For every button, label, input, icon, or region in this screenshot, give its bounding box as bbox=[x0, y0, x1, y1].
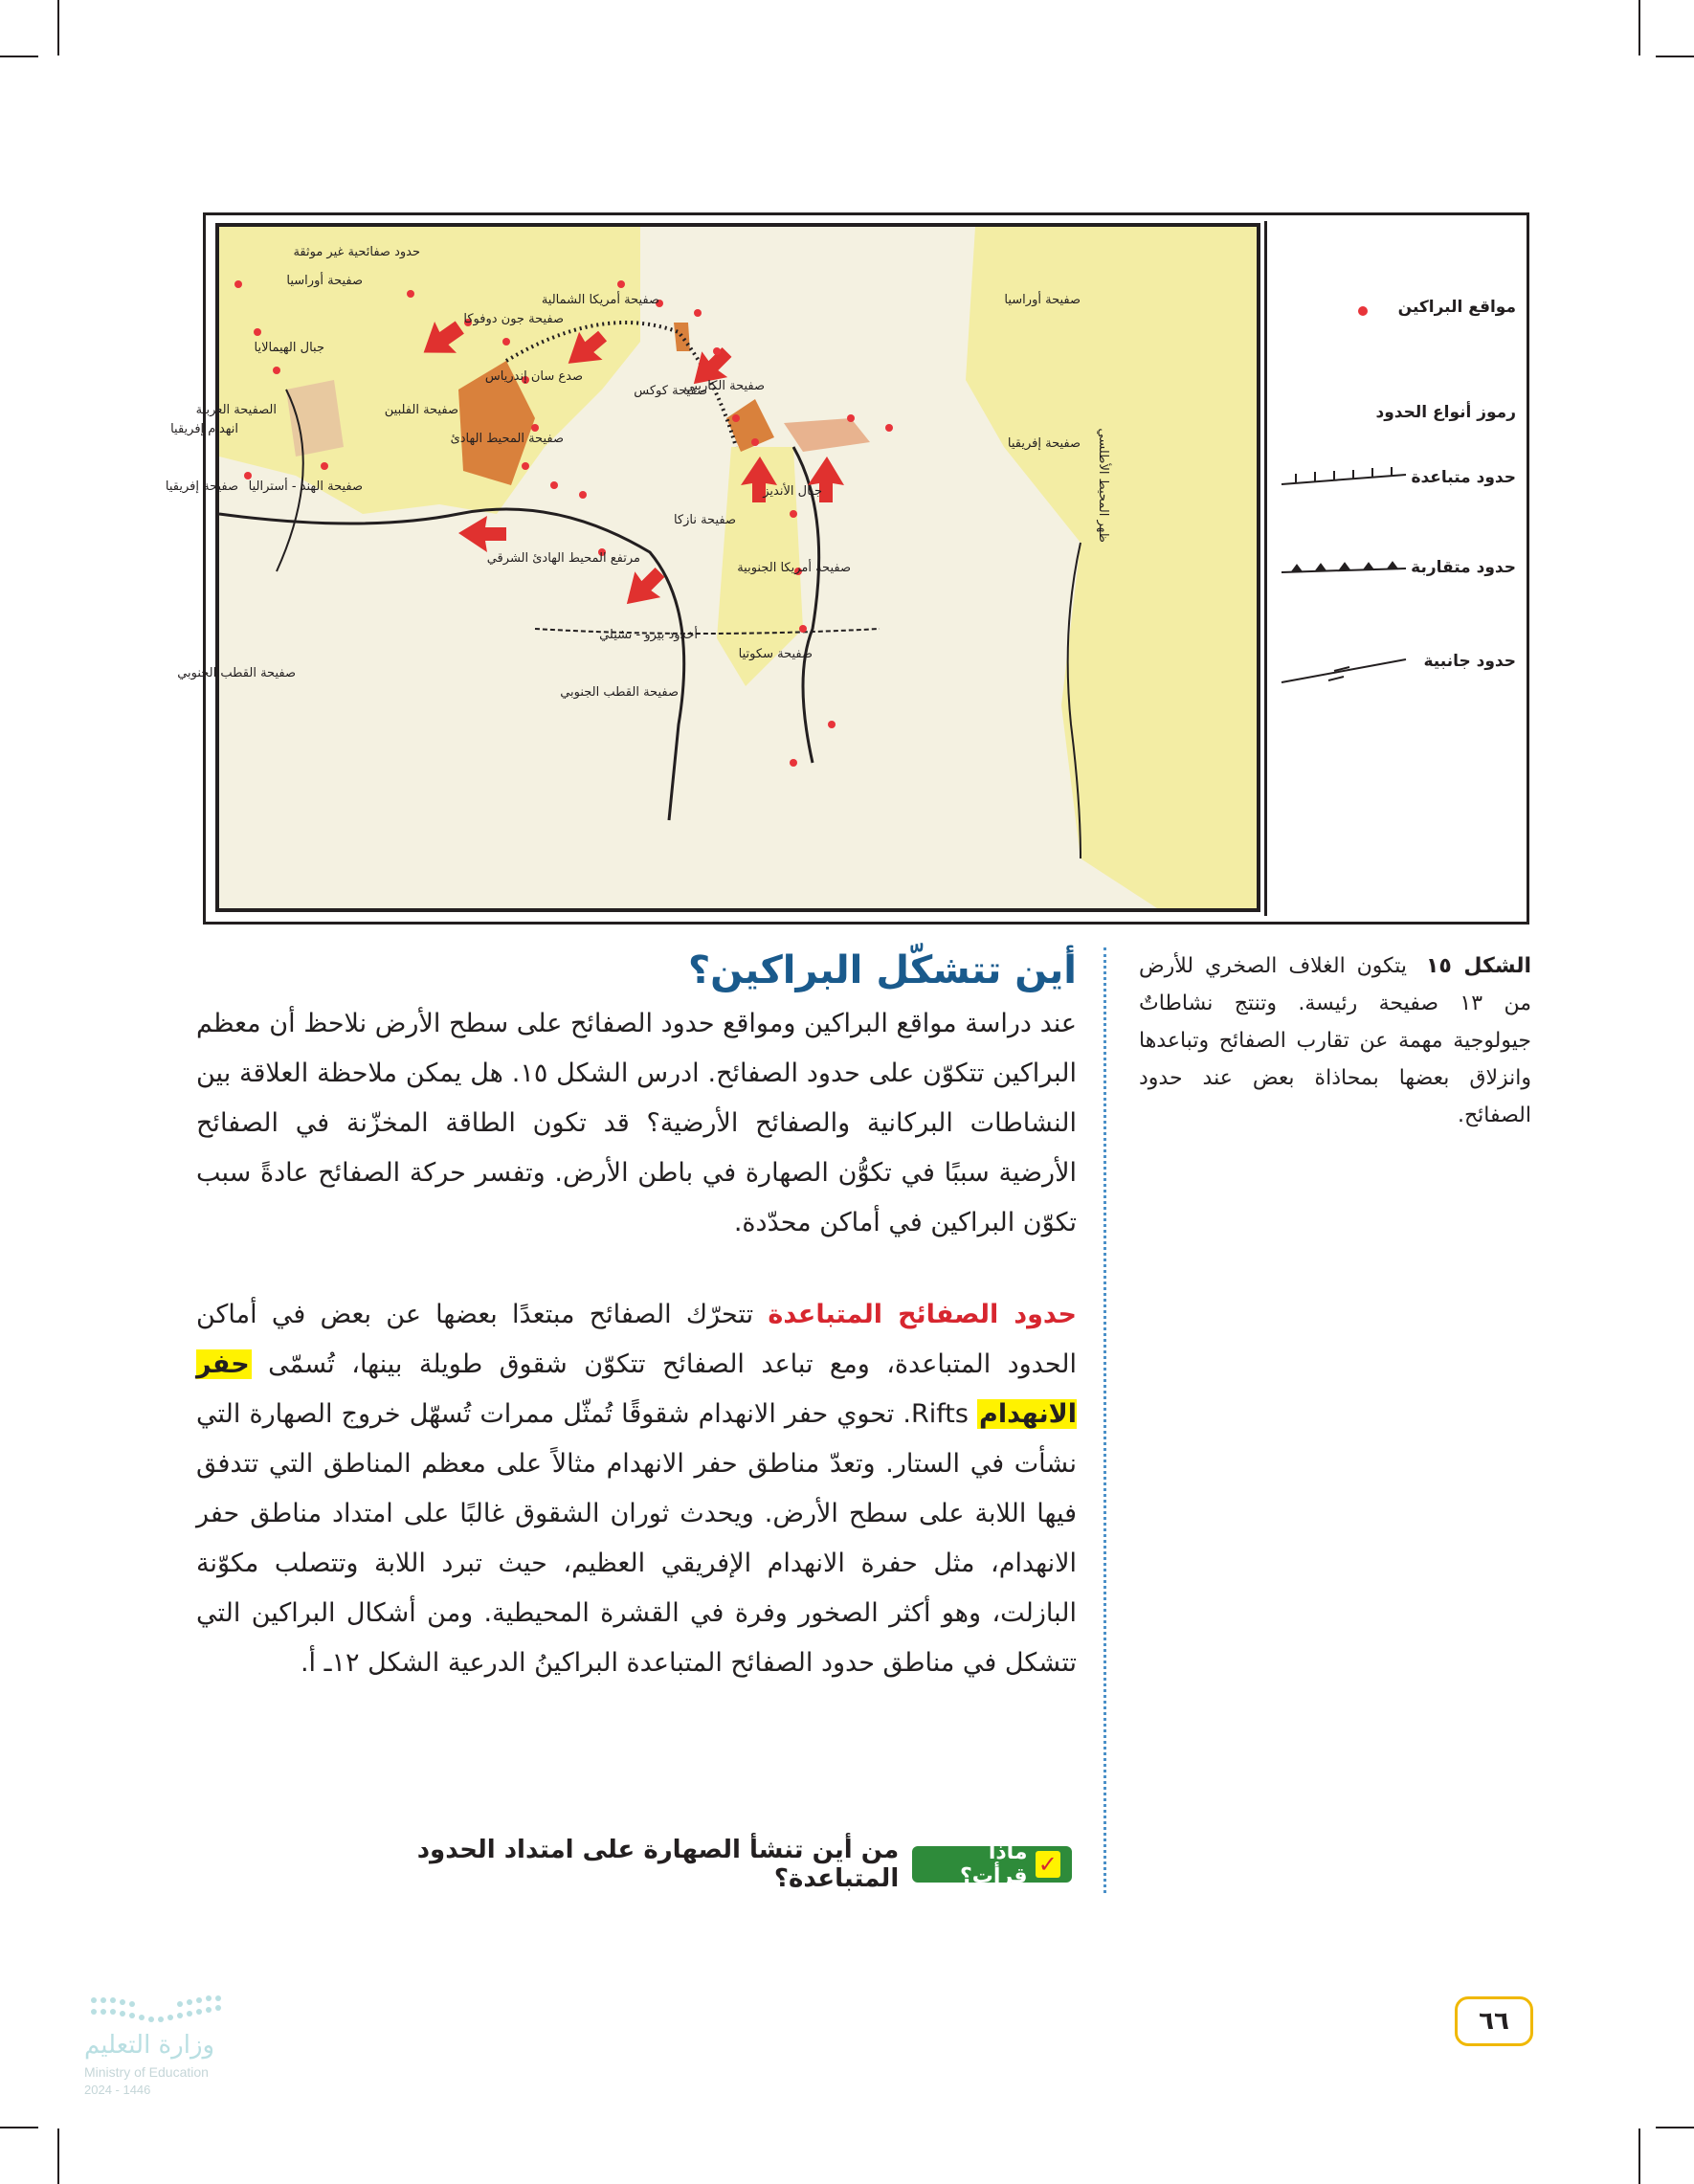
legend-transform: حدود جانبية bbox=[1423, 652, 1516, 671]
volcano-dot bbox=[502, 338, 510, 345]
crop-mark bbox=[57, 2128, 59, 2184]
crop-mark bbox=[1638, 0, 1640, 56]
ministry-dots-icon bbox=[84, 1991, 237, 2033]
map-label-south-american: صفيحة أمريكا الجنوبية bbox=[737, 561, 851, 575]
figure-15 bbox=[165, 212, 1529, 925]
paragraph-2-part-a: تتحرّك الصفائح مبتعدًا بعضها عن بعض في أماكن الحدود المتباعدة، ومع تباعد الصفائح تتكوّن شقوق طويلة بينها، تُسمّى bbox=[196, 1300, 1078, 1379]
rifts-highlight: حفر الانهدام bbox=[196, 1349, 1078, 1429]
map-label-african-rift: انهدام إفريقيا bbox=[170, 422, 238, 436]
plate-map-svg bbox=[165, 227, 1257, 908]
section-title: أين تتشكّل البراكين؟ bbox=[687, 948, 1077, 992]
divergent-symbol bbox=[1277, 460, 1411, 499]
volcano-dot bbox=[234, 280, 242, 288]
map-label-africa: صفيحة إفريقيا bbox=[165, 479, 238, 494]
legend-boundary-types: رموز أنواع الحدود bbox=[1375, 403, 1516, 422]
crop-mark bbox=[57, 0, 59, 56]
crop-mark bbox=[0, 2127, 38, 2128]
volcano-dot bbox=[847, 414, 855, 422]
figure-caption bbox=[1139, 947, 1531, 1134]
convergent-symbol bbox=[1277, 551, 1411, 590]
ministry-year: 2024 - 1446 bbox=[84, 2083, 151, 2097]
map-label-arabian: الصفيحة العربية bbox=[195, 403, 277, 417]
map-label-antarctic-left: صفيحة القطب الجنوبي bbox=[177, 666, 296, 680]
map-label-caribbean: صفيحة الكاريبي bbox=[683, 379, 765, 393]
reading-check-question: من أين تنشأ الصهارة على امتداد الحدود المتباعدة؟ bbox=[416, 1836, 900, 1893]
volcano-dot bbox=[244, 472, 252, 479]
paragraph-2-part-b: Rifts. تحوي حفر الانهدام شقوقًا تُمثّل ممرات تُسهّل خروج الصهارة التي نشأت في الستار. وتعدّ مناطق حفر الانهدام مثالاً على معظم المناطق التي تتدفق فيها اللابة على سطح الأرض. ويحدث ثوران الشقوق غالبًا على امتداد مناطق حفر الانهدام، مثل حفرة الانهدام الإفريقي العظيم، حيث تبرد اللابة وتتصلب مكوّنة البازلت، وهو أكثر الصخور وفرة في القشرة المحيطية. ومن أشكال البراكين التي تتشكل في مناطق حدود الصفائح المتباعدة البراكينُ الدرعية الشكل ١٢ـ أ. bbox=[196, 1399, 1077, 1678]
map-label-east-pacific-rise: مرتفع المحيط الهادئ الشرقي bbox=[486, 551, 640, 566]
map-label-pacific: صفيحة المحيط الهادئ bbox=[450, 432, 564, 446]
map-label-eurasian: صفيحة أوراسيا bbox=[286, 274, 363, 288]
divergent-heading: حدود الصفائح المتباعدة bbox=[768, 1300, 1077, 1329]
page-number: ٦٦ bbox=[1455, 1996, 1533, 2046]
paragraph-1: عند دراسة مواقع البراكين ومواقع حدود الصفائح على سطح الأرض نلاحظ أن معظم البراكين تتكوّن على حدود الصفائح. ادرس الشكل ١٥. هل يمكن ملاحظة العلاقة بين النشاطات البركانية والصفائح الأرضية؟ قد تكون الطاقة المخزّنة في الصفائح الأرضية سببًا في تكوُّن الصهارة في باطن الأرض. وتفسر حركة الصفائح عادةً سبب تكوّن البراكين في أماكن محدّدة. bbox=[196, 1009, 1078, 1237]
volcano-dot bbox=[254, 328, 261, 336]
crop-mark bbox=[1638, 2128, 1640, 2184]
volcano-dot bbox=[694, 309, 702, 317]
volcano-dot bbox=[799, 625, 807, 633]
volcano-dot bbox=[732, 414, 740, 422]
reading-check-badge bbox=[912, 1840, 1072, 1888]
map-label-himalaya: جبال الهيمالايا bbox=[254, 341, 324, 355]
volcano-dot bbox=[751, 438, 759, 446]
map-label-north-american: صفيحة أمريكا الشمالية bbox=[541, 293, 659, 307]
map-label-nazca: صفيحة نازكا bbox=[673, 513, 736, 527]
volcano-dot bbox=[790, 759, 797, 767]
map-label-indo-australian: صفيحة الهند - أستراليا bbox=[248, 479, 363, 494]
caption-label: الشكل ١٥ bbox=[1425, 954, 1532, 978]
volcano-dot bbox=[407, 290, 414, 298]
column-divider bbox=[1103, 947, 1106, 1893]
volcano-dot bbox=[321, 462, 328, 470]
transform-symbol bbox=[1277, 652, 1411, 690]
volcano-dot bbox=[550, 481, 558, 489]
volcano-dot bbox=[273, 367, 280, 374]
volcano-dot bbox=[522, 462, 529, 470]
volcano-dot bbox=[885, 424, 893, 432]
crop-mark bbox=[1656, 2127, 1694, 2128]
volcano-dot bbox=[790, 510, 797, 518]
volcano-dot bbox=[617, 280, 625, 288]
map-label-cocos: صفيحة كوكس bbox=[634, 384, 707, 398]
map-label-andes: جبال الأنديز bbox=[763, 484, 822, 499]
crop-mark bbox=[0, 56, 38, 57]
map-label-juan-de-fuca: صفيحة جون دوفوكا bbox=[463, 312, 564, 326]
legend-convergent: حدود متقاربة bbox=[1411, 558, 1516, 577]
ministry-name-en: Ministry of Education bbox=[84, 2064, 209, 2080]
checkmark-icon: ✓ bbox=[1036, 1851, 1060, 1878]
map-label-scotia: صفيحة سكوتيا bbox=[738, 647, 813, 661]
volcano-dot bbox=[828, 721, 836, 728]
map-label-eurasia-right: صفيحة أوراسيا bbox=[1004, 293, 1081, 307]
map-label-mid-atlantic: ظهر المحيط الأطلسي bbox=[1096, 428, 1110, 543]
plate-map bbox=[165, 223, 1260, 912]
map-label-unconfirmed: حدود صفائحية غير موثقة bbox=[293, 245, 420, 259]
volcano-dot bbox=[713, 347, 721, 355]
crop-mark bbox=[1656, 56, 1694, 57]
reading-check bbox=[316, 1836, 1072, 1893]
map-label-philippine: صفيحة الفلبين bbox=[384, 403, 458, 417]
volcano-dot bbox=[531, 424, 539, 432]
volcano-dot bbox=[579, 491, 587, 499]
map-label-antarctic-right: صفيحة القطب الجنوبي bbox=[560, 685, 679, 700]
arabian-plate-area bbox=[286, 380, 344, 457]
map-legend bbox=[1264, 221, 1526, 916]
legend-volcanoes: مواقع البراكين bbox=[1397, 298, 1516, 317]
ministry-name-ar: وزارة التعليم bbox=[84, 2031, 215, 2060]
main-column bbox=[196, 946, 1077, 1688]
legend-divergent: حدود متباعدة bbox=[1411, 468, 1516, 487]
map-label-africa-right: صفيحة إفريقيا bbox=[1007, 436, 1081, 451]
map-label-peru-chile: أخدود بيرو - تشيلي bbox=[599, 628, 698, 642]
caption-text: يتكون الغلاف الصخري للأرض من ١٣ صفيحة رئيسة. وتنتج نشاطاتٌ جيولوجية مهمة عن تقارب الصفائح وتباعدها وانزلاق بعضها بمحاذاة بعض عند حدود الصفائح. bbox=[1139, 954, 1531, 1127]
ministry-logo bbox=[84, 1991, 314, 2096]
map-label-san-andreas: صدع سان إندرياس bbox=[484, 369, 583, 384]
volcano-legend-dot bbox=[1344, 301, 1382, 321]
paragraph-2 bbox=[196, 1290, 1077, 1688]
reading-check-label: ماذا قرأت؟ bbox=[960, 1840, 1028, 1888]
